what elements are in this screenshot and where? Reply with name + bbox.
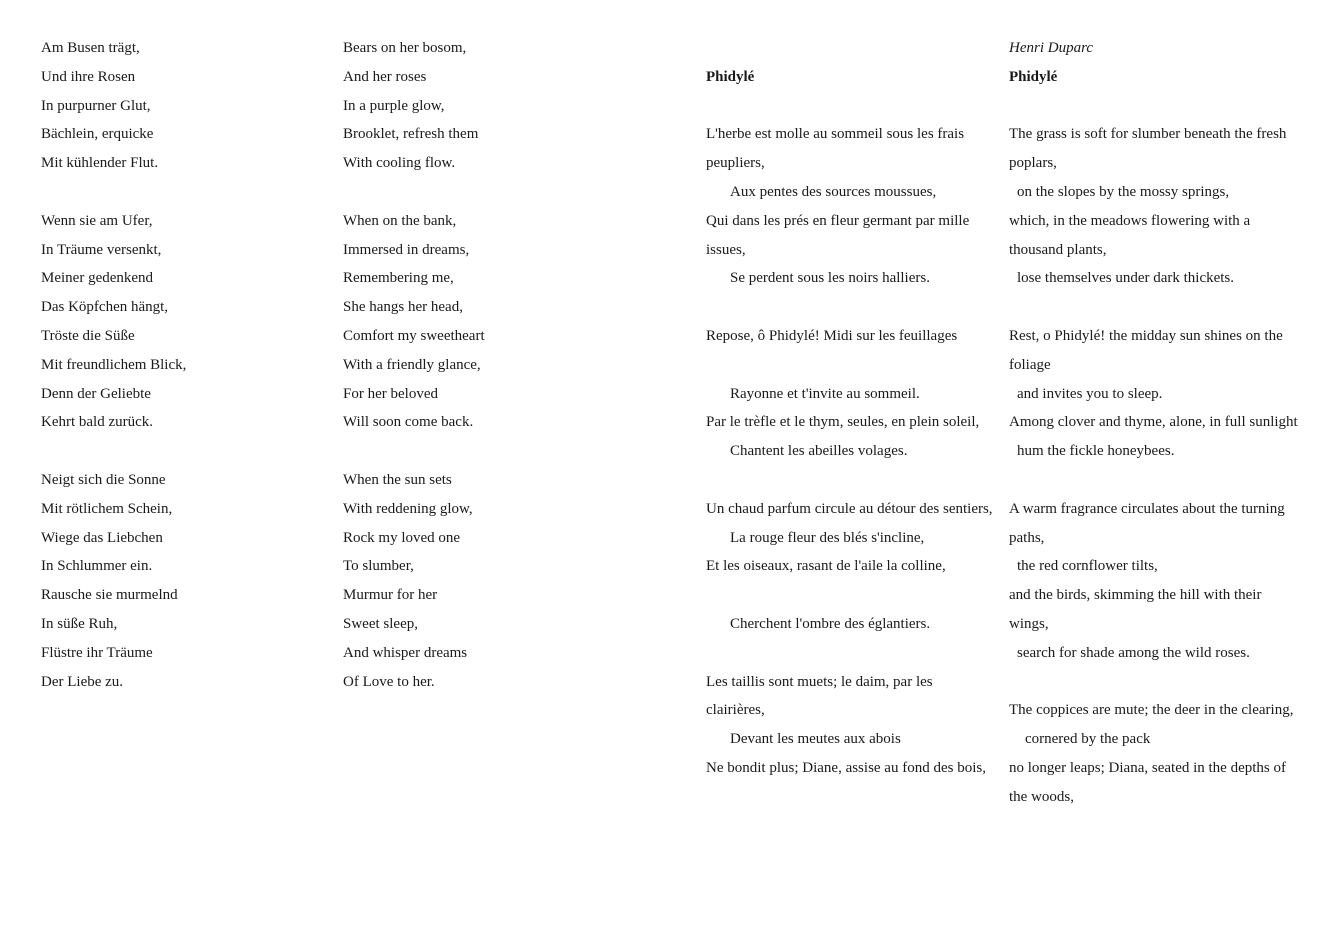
english-line: cornered by the pack	[1025, 731, 1151, 748]
stanza-gap	[1009, 293, 1299, 322]
english-line: Immersed in dreams,	[343, 241, 470, 258]
stanza-gap	[706, 293, 994, 322]
french-line: Ne bondit plus; Diane, assise au fond des bois,	[706, 759, 986, 776]
french-line: Qui dans les prés en fleur germant par mille issues,	[706, 212, 970, 258]
stanza-gap	[41, 178, 301, 207]
english-translation-column-left	[343, 34, 603, 696]
french-stanza-1	[706, 120, 994, 293]
german-line: Meiner gedenkend	[41, 270, 154, 287]
english-right-stanza-2	[1009, 322, 1299, 466]
french-line: Rayonne et t'invite au sommeil.	[730, 385, 920, 402]
french-line: Repose, ô Phidylé! Midi sur les feuillages	[706, 327, 958, 344]
german-line: In Träume versenkt,	[41, 241, 162, 258]
english-line: When the sun sets	[343, 471, 452, 488]
german-text-column	[41, 34, 301, 696]
english-line: Bears on her bosom,	[343, 40, 467, 56]
german-line: Am Busen trägt,	[41, 40, 140, 56]
english-line: and the birds, skimming the hill with their wings,	[1009, 587, 1262, 632]
stanza-gap	[1009, 466, 1299, 495]
english-right-stanza-1	[1009, 120, 1299, 293]
english-left-stanza-1	[343, 34, 603, 178]
english-right-stanza-3	[1009, 495, 1299, 668]
english-line: To slumber,	[343, 558, 414, 575]
french-stanza-4	[706, 668, 994, 783]
stanza-gap	[1009, 668, 1299, 697]
english-line: Remembering me,	[343, 270, 454, 287]
english-line: The coppices are mute; the deer in the clearing,	[1009, 702, 1294, 719]
french-line: Par le trèfle et le thym, seules, en plein soleil,	[706, 414, 980, 431]
english-line: Brooklet, refresh them	[343, 126, 479, 143]
line-gap	[706, 581, 994, 610]
french-line: Les taillis sont muets; le daim, par les clairières,	[706, 673, 933, 719]
french-line: La rouge fleur des blés s'incline,	[730, 529, 925, 546]
english-line: With cooling flow.	[343, 155, 456, 172]
german-line: In Schlummer ein.	[41, 558, 153, 575]
german-line: Bächlein, erquicke	[41, 126, 154, 143]
english-line: search for shade among the wild roses.	[1017, 644, 1250, 661]
german-line: Das Köpfchen hängt,	[41, 299, 169, 316]
german-line: In purpurner Glut,	[41, 97, 151, 114]
english-line: When on the bank,	[343, 212, 457, 229]
english-line: which, in the meadows flowering with a thousand plants,	[1009, 212, 1251, 258]
english-line: no longer leaps; Diana, seated in the depths of the woods,	[1009, 759, 1287, 805]
german-stanza-1	[41, 34, 301, 178]
composer-spacer	[706, 34, 994, 63]
stanza-gap	[706, 92, 994, 121]
english-line: For her beloved	[343, 385, 438, 402]
german-stanza-2	[41, 207, 301, 437]
english-line: and invites you to sleep.	[1017, 385, 1163, 402]
french-line: Chantent les abeilles volages.	[730, 443, 908, 460]
stanza-gap	[343, 437, 603, 466]
french-line: Aux pentes des sources moussues,	[730, 183, 937, 200]
english-line: A warm fragrance circulates about the turning paths,	[1009, 500, 1285, 546]
german-line: Und ihre Rosen	[41, 68, 136, 85]
english-line: Sweet sleep,	[343, 615, 418, 632]
french-line: Et les oiseaux, rasant de l'aile la colline,	[706, 558, 946, 575]
german-line: Rausche sie murmelnd	[41, 587, 178, 604]
english-line: Will soon come back.	[343, 414, 474, 431]
english-line: With a friendly glance,	[343, 356, 481, 373]
english-line: Comfort my sweetheart	[343, 327, 485, 344]
french-line: Devant les meutes aux abois	[730, 731, 901, 748]
english-line: lose themselves under dark thickets.	[1017, 270, 1235, 287]
german-stanza-3	[41, 466, 301, 696]
german-line: Mit kühlender Flut.	[41, 155, 159, 172]
german-line: Neigt sich die Sonne	[41, 471, 166, 488]
french-line: Cherchent l'ombre des églantiers.	[730, 615, 931, 632]
german-line: Tröste die Süße	[41, 327, 135, 344]
english-right-stanza-4	[1009, 696, 1299, 811]
stanza-gap	[706, 466, 994, 495]
english-line: In a purple glow,	[343, 97, 445, 114]
english-left-stanza-3	[343, 466, 603, 696]
english-line: With reddening glow,	[343, 500, 473, 517]
english-line: Rest, o Phidylé! the midday sun shines on the foliage	[1009, 327, 1283, 373]
french-text-column	[706, 34, 994, 783]
line-gap	[706, 351, 994, 380]
french-stanza-2	[706, 322, 994, 466]
stanza-gap	[1009, 92, 1299, 121]
english-line: And her roses	[343, 68, 427, 85]
english-left-stanza-2	[343, 207, 603, 437]
english-line: Rock my loved one	[343, 529, 461, 546]
german-line: Der Liebe zu.	[41, 673, 124, 690]
english-poem-title: Phidylé	[1009, 68, 1058, 85]
german-line: Wiege das Liebchen	[41, 529, 163, 546]
french-line: L'herbe est molle au sommeil sous les frais peupliers,	[706, 126, 965, 172]
english-line: hum the fickle honeybees.	[1017, 443, 1175, 460]
french-line: Se perdent sous les noirs halliers.	[730, 270, 930, 287]
german-line: Wenn sie am Ufer,	[41, 212, 153, 229]
english-line: The grass is soft for slumber beneath the fresh poplars,	[1009, 126, 1287, 172]
english-line: Among clover and thyme, alone, in full sunlight	[1009, 414, 1298, 431]
stanza-gap	[343, 178, 603, 207]
french-line: Un chaud parfum circule au détour des sentiers,	[706, 500, 993, 517]
composer-name: Henri Duparc	[1009, 40, 1094, 56]
english-line: Of Love to her.	[343, 673, 435, 690]
german-line: Mit rötlichem Schein,	[41, 500, 173, 517]
french-poem-title: Phidylé	[706, 68, 755, 85]
stanza-gap	[706, 639, 994, 668]
english-line: the red cornflower tilts,	[1017, 558, 1158, 575]
english-line: And whisper dreams	[343, 644, 468, 661]
german-line: Mit freundlichem Blick,	[41, 356, 187, 373]
english-line: Murmur for her	[343, 587, 438, 604]
german-line: Flüstre ihr Träume	[41, 644, 153, 661]
french-stanza-3	[706, 495, 994, 639]
english-line: on the slopes by the mossy springs,	[1017, 183, 1230, 200]
english-line: She hangs her head,	[343, 299, 463, 316]
german-line: In süße Ruh,	[41, 615, 118, 632]
german-line: Kehrt bald zurück.	[41, 414, 154, 431]
german-line: Denn der Geliebte	[41, 385, 151, 402]
english-translation-column-right	[1009, 34, 1299, 812]
stanza-gap	[41, 437, 301, 466]
